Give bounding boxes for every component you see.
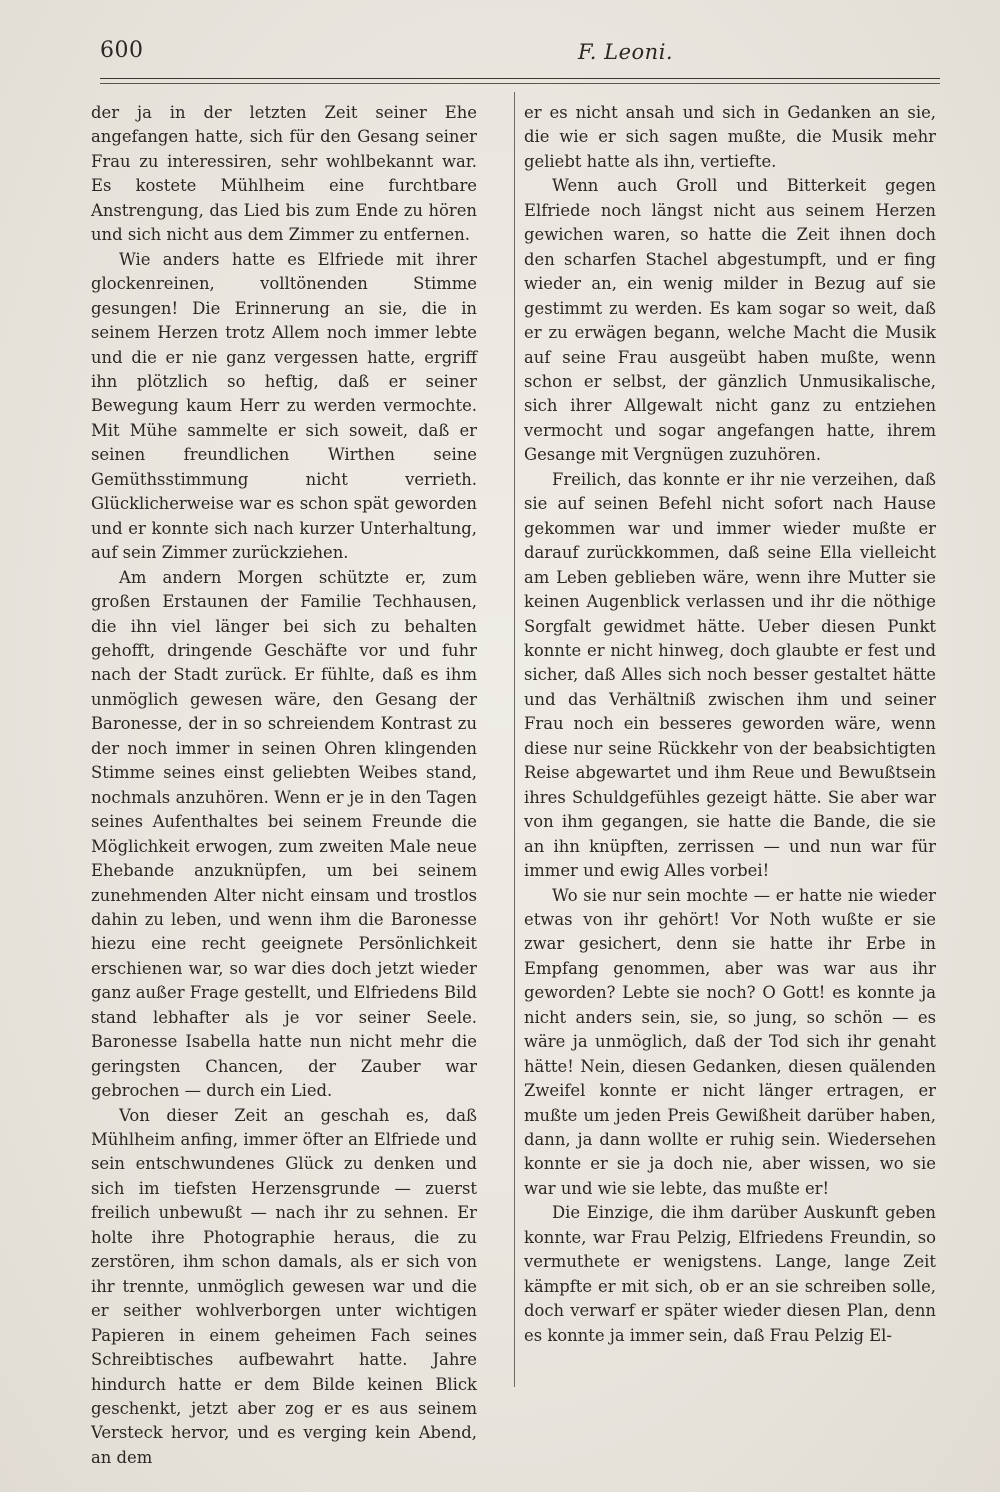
page-header xyxy=(100,38,940,72)
paragraph: Freilich, das konnte er ihr nie verzeihen, daß sie auf seinen Befehl nicht sofort nach Hause gekommen war und immer wieder mußte er darauf zurückkommen, daß seine Ella vielleicht am Leben geblieben wäre, wenn ihre Mutter sie keinen Augenblick verlassen und ihr die nöthige Sorgfalt gewidmet hätte. Ueber diesen Punkt konnte er nicht hinweg, doch glaubte er fest und sicher, daß Alles sich noch besser gestaltet hätte und das Verhältniß zwischen ihm und seiner Frau noch ein besseres geworden wäre, wenn diese nur seine Rückkehr von der beabsichtigten Reise abgewartet und ihm Reue und Bewußtsein ihres Schuldgefühles gezeigt hätte. Sie aber war von ihm gegangen, sie hatte die Bande, die sie an ihn knüpften, zerrissen — und nun war für immer und ewig Alles vorbei! xyxy=(524,469,936,881)
paragraph: er es nicht ansah und sich in Gedanken an sie, die wie er sich sagen mußte, die Musik mehr geliebt hatte als ihn, vertiefte. xyxy=(524,103,936,171)
left-column xyxy=(91,101,477,1470)
paragraph: Wo sie nur sein mochte — er hatte nie wieder etwas von ihr gehört! Vor Noth wußte er sie zwar gesichert, denn sie hatte ihr Erbe in Empfang genommen, aber was war aus ihr geworden? Lebte sie noch? O Gott! es konnte ja nicht anders sein, sie, so jung, so schön — es wäre ja unmöglich, daß der Tod sich ihr genaht hätte! Nein, diesen Gedanken, diesen quälenden Zweifel konnte er nicht länger ertragen, er mußte um jeden Preis Gewißheit darüber haben, dann, ja dann wollte er ruhig sein. Wiedersehen konnte er sie ja doch nie, aber wissen, wo sie war und wie sie lebte, das mußte er! xyxy=(524,885,936,1198)
paragraph: der ja in der letzten Zeit seiner Ehe angefangen hatte, sich für den Gesang seiner Frau zu interessiren, sehr wohlbekannt war. Es kostete Mühlheim eine furchtbare Anstrengung, das Lied bis zum Ende zu hören und sich nicht aus dem Zimmer zu entfernen. xyxy=(91,103,477,245)
column-divider xyxy=(514,92,515,1387)
page-number: 600 xyxy=(100,38,144,63)
header-rule xyxy=(100,78,940,79)
header-rule-thin xyxy=(100,83,940,84)
right-column xyxy=(524,101,936,1348)
running-head: F. Leoni. xyxy=(578,40,674,64)
paragraph: Wenn auch Groll und Bitterkeit gegen Elfriede noch längst nicht aus seinem Herzen gewichen waren, so hatte die Zeit ihnen doch den scharfen Stachel abgestumpft, und er fing wieder an, ein wenig milder in Bezug auf sie gestimmt zu werden. Es kam sogar so weit, daß er zu erwägen begann, welche Macht die Musik auf seine Frau ausgeübt haben mußte, wenn schon er selbst, der gänzlich Unmusikalische, sich ihrer Allgewalt nicht ganz zu entziehen vermocht und sogar angefangen hatte, ihrem Gesange mit Vergnügen zuzuhören. xyxy=(524,176,936,465)
paragraph: Die Einzige, die ihm darüber Auskunft geben konnte, war Frau Pelzig, Elfriedens Freundin, so vermuthete er wenigstens. Lange, lange Zeit kämpfte er mit sich, ob er an sie schreiben solle, doch verwarf er später wieder diesen Plan, denn es konnte ja immer sein, daß Frau Pelzig El- xyxy=(524,1203,936,1345)
paragraph: Von dieser Zeit an geschah es, daß Mühlheim anfing, immer öfter an Elfriede und sein entschwundenes Glück zu denken und sich im tiefsten Herzensgrunde — zuerst freilich unbewußt — nach ihr zu sehnen. Er holte ihre Photographie heraus, die zu zerstören, ihm schon damals, als er sich von ihr trennte, unmöglich gewesen war und die er seither wohlverborgen unter wichtigen Papieren in einem geheimen Fach seines Schreibtisches aufbewahrt hatte. Jahre hindurch hatte er dem Bilde keinen Blick geschenkt, jetzt aber zog er es aus seinem Versteck hervor, und es verging kein Abend, an dem xyxy=(91,1105,477,1467)
paragraph: Wie anders hatte es Elfriede mit ihrer glockenreinen, volltönenden Stimme gesungen! Die Erinnerung an sie, die in seinem Herzen trotz Allem noch immer lebte und die er nie ganz vergessen hatte, ergriff ihn plötzlich so heftig, daß er seiner Bewegung kaum Herr zu werden vermochte. Mit Mühe sammelte er sich soweit, daß er seinen freundlichen Wirthen seine Gemüthsstimmung nicht verrieth. Glücklicherweise war es schon spät geworden und er konnte sich nach kurzer Unterhaltung, auf sein Zimmer zurückziehen. xyxy=(91,249,477,563)
paragraph: Am andern Morgen schützte er, zum großen Erstaunen der Familie Techhausen, die ihn viel länger bei sich zu behalten gehofft, dringende Geschäfte vor und fuhr nach der Stadt zurück. Er fühlte, daß es ihm unmöglich gewesen wäre, den Gesang der Baronesse, der in so schreiendem Kontrast zu der noch immer in seinen Ohren klingenden Stimme seines einst geliebten Weibes stand, nochmals anzuhören. Wenn er je in den Tagen seines Aufenthaltes bei seinem Freunde die Möglichkeit erwogen, zum zweiten Male neue Ehebande anzuknüpfen, um bei seinem zunehmenden Alter nicht einsam und trostlos dahin zu leben, und wenn ihm die Baronesse hiezu eine recht geeignete Persönlichkeit erschienen war, so war dies doch jetzt wieder ganz außer Frage gestellt, und Elfriedens Bild stand lebhafter als je vor seiner Seele. Baronesse Isabella hatte nun nicht mehr die geringsten Chancen, der Zauber war gebrochen — durch ein Lied. xyxy=(91,567,477,1101)
